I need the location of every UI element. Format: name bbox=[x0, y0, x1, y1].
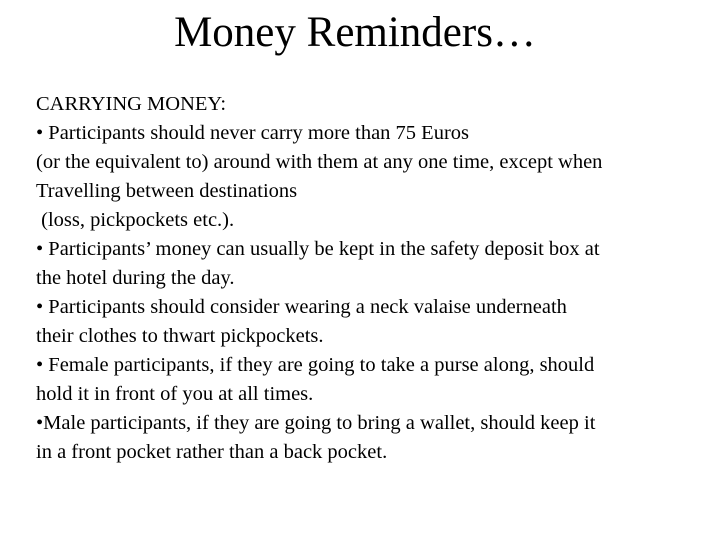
body-line: hold it in front of you at all times. bbox=[36, 383, 314, 405]
body-line: •Male participants, if they are going to bring a wallet, should keep it bbox=[36, 412, 596, 434]
body-line: • Participants should never carry more than 75 Euros bbox=[36, 122, 470, 144]
slide-body bbox=[36, 90, 712, 467]
body-line: (or the equivalent to) around with them at any one time, except when bbox=[36, 151, 603, 173]
body-line: (loss, pickpockets etc.). bbox=[36, 209, 235, 231]
body-line: • Participants should consider wearing a neck valaise underneath bbox=[36, 296, 567, 318]
body-line: Travelling between destinations bbox=[36, 180, 298, 202]
body-line: • Participants’ money can usually be kept in the safety deposit box at bbox=[36, 238, 600, 260]
body-line: the hotel during the day. bbox=[36, 267, 235, 289]
section-heading: CARRYING MONEY: bbox=[36, 93, 227, 115]
body-line: in a front pocket rather than a back pocket. bbox=[36, 441, 388, 463]
body-line: their clothes to thwart pickpockets. bbox=[36, 325, 324, 347]
body-line: • Female participants, if they are going to take a purse along, should bbox=[36, 354, 595, 376]
slide-title: Money Reminders… bbox=[174, 9, 536, 56]
